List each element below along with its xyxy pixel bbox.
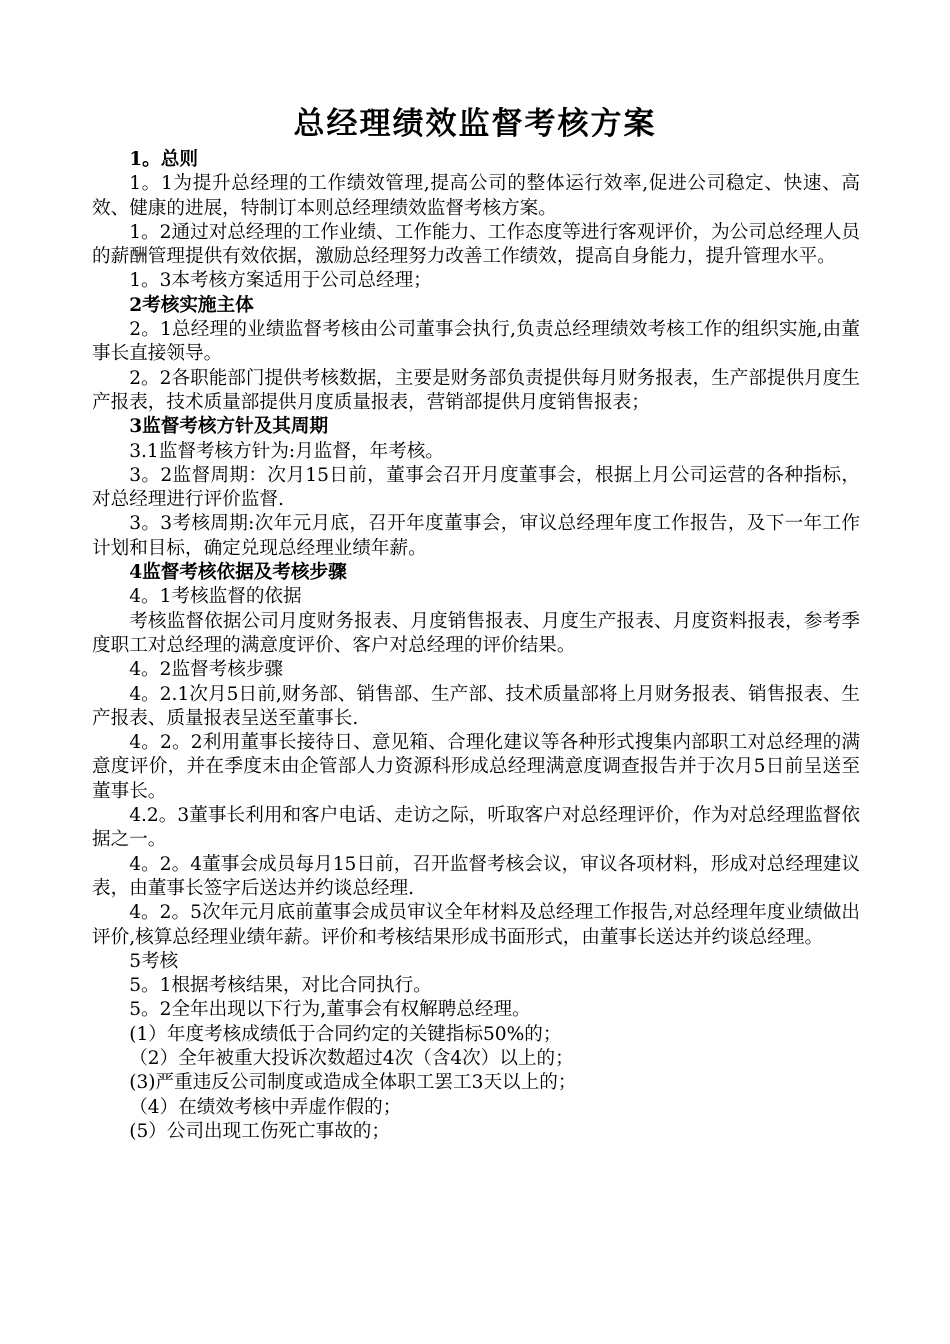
body-paragraph: (5）公司出现工伤死亡事故的； [129, 1120, 390, 1142]
body-paragraph: 3.1监督考核方针为:月监督，年考核。 [129, 440, 444, 462]
section-heading: 4监督考核依据及考核步骤 [129, 562, 347, 584]
document-body [92, 148, 860, 1144]
body-paragraph: (1）年度考核成绩低于合同约定的关键指标50%的； [129, 1023, 562, 1045]
body-paragraph: 4。2监督考核步骤 [129, 659, 284, 681]
document-title: 总经理绩效监督考核方案 [293, 106, 657, 142]
body-paragraph: 4。2。2利用董事长接待日、意见箱、合理化建议等各种形式搜集内部职工对总经理的满意度评价，并在季度末由企管部人力资源科形成总经理满意度调查报告并于次月5日前呈送至董事长。 [92, 732, 860, 802]
body-paragraph: 5考核 [129, 950, 179, 972]
body-paragraph: （2）全年被重大投诉次数超过4次（含4次）以上的； [129, 1047, 574, 1069]
body-paragraph: 1。1为提升总经理的工作绩效管理,提高公司的整体运行效率,促进公司稳定、快速、高效、健康的进展，特制订本则总经理绩效监督考核方案。 [92, 173, 860, 219]
body-paragraph: (3)严重违反公司制度或造成全体职工罢工3天以上的； [129, 1072, 577, 1094]
body-paragraph: 3。2监督周期：次月15日前，董事会召开月度董事会，根据上月公司运营的各种指标，对总经理进行评价监督. [92, 464, 860, 511]
body-paragraph: 1。3本考核方案适用于公司总经理； [129, 270, 432, 292]
body-paragraph: 4。1考核监督的依据 [129, 586, 302, 608]
section-heading: 3监督考核方针及其周期 [129, 416, 329, 438]
body-paragraph: 4。2。4董事会成员每月15日前，召开监督考核会议，审议各项材料，形成对总经理建议表，由董事长签字后送达并约谈总经理. [92, 853, 860, 899]
body-paragraph: （4）在绩效考核中弄虚作假的； [129, 1096, 402, 1118]
section-heading: 1。总则 [129, 149, 198, 170]
body-paragraph: 5。2全年出现以下行为,董事会有权解聘总经理。 [129, 999, 531, 1021]
body-paragraph: 3。3考核周期:次年元月底，召开年度董事会，审议总经理年度工作报告，及下一年工作计划和目标，确定兑现总经理业绩年薪。 [92, 513, 860, 559]
body-paragraph: 4.2。3董事长利用和客户电话、走访之际，听取客户对总经理评价，作为对总经理监督依据之一。 [92, 805, 860, 851]
section-heading: 2考核实施主体 [129, 294, 254, 316]
body-paragraph: 5。1根据考核结果，对比合同执行。 [129, 975, 432, 997]
body-paragraph: 1。2通过对总经理的工作业绩、工作能力、工作态度等进行客观评价，为公司总经理人员的薪酬管理提供有效依据，激励总经理努力改善工作绩效，提高自身能力，提升管理水平。 [92, 221, 860, 268]
body-paragraph: 考核监督依据公司月度财务报表、月度销售报表、月度生产报表、月度资料报表，参考季度职工对总经理的满意度评价、客户对总经理的评价结果。 [92, 610, 860, 656]
body-paragraph: 2。2各职能部门提供考核数据，主要是财务部负责提供每月财务报表，生产部提供月度生产报表，技术质量部提供月度质量报表，营销部提供月度销售报表； [92, 367, 860, 413]
body-paragraph: 2。1总经理的业绩监督考核由公司董事会执行,负责总经理绩效考核工作的组织实施,由董事长直接领导。 [92, 319, 860, 365]
body-paragraph: 4。2.1次月5日前,财务部、销售部、生产部、技术质量部将上月财务报表、销售报表、生产报表、质量报表呈送至董事长. [92, 683, 860, 729]
body-paragraph: 4。2。5次年元月底前董事会成员审议全年材料及总经理工作报告,对总经理年度业绩做出评价,核算总经理业绩年薪。评价和考核结果形成书面形式，由董事长送达并约谈总经理。 [92, 902, 860, 948]
